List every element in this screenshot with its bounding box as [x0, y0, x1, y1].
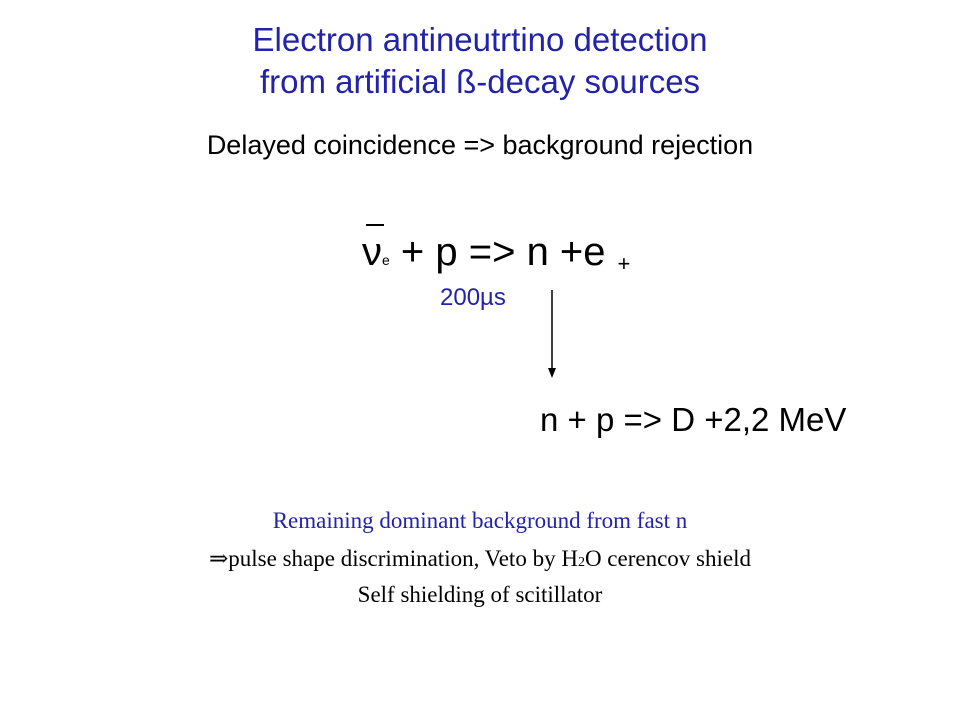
antiparticle-bar — [366, 224, 384, 226]
h2o-subscript: 2 — [577, 555, 585, 570]
down-arrow-icon — [540, 290, 564, 382]
reaction-equation-2: n + p => D +2,2 MeV — [540, 401, 847, 438]
nu-letter: ν — [362, 230, 382, 274]
reaction-1-rest: + p => n +e — [389, 230, 606, 274]
nu-subscript: e — [382, 252, 390, 268]
self-shielding-note: Self shielding of scitillator — [357, 582, 603, 607]
delay-time-label: 200µs — [440, 284, 506, 311]
slide-subtitle: Delayed coincidence => background rejection — [206, 130, 754, 160]
discrimination-note — [0, 544, 960, 578]
implies-arrow-icon: ⇒ — [209, 546, 229, 571]
positron-charge: + — [617, 251, 631, 276]
reaction-equation-1 — [362, 228, 630, 284]
slide-title-line-1: Electron antineutrtino detection — [252, 21, 708, 58]
slide-title-line-2: from artificial ß-decay sources — [259, 63, 701, 100]
antineutrino-symbol — [362, 228, 382, 276]
discrimination-text-a: pulse shape discrimination, Veto by H — [228, 546, 578, 571]
background-note: Remaining dominant background from fast n — [272, 508, 688, 533]
discrimination-text-b: O cerencov shield — [584, 546, 751, 571]
